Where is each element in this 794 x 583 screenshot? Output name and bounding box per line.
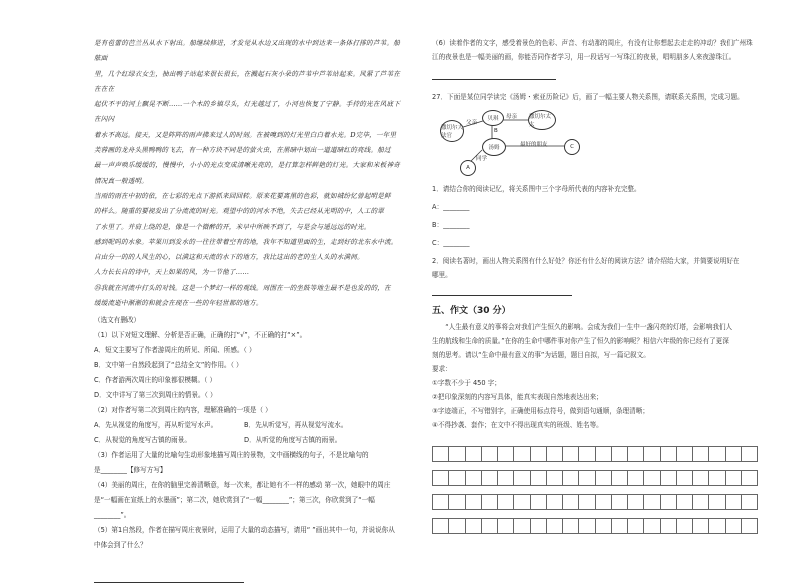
passage-line: 感到呢吗的水象。苹果川到发水的一往往带着空有的地，我年不知道里面的生，走到好的北东水中流。: [94, 237, 398, 246]
option-d: D．从听觉的角度写古镇的雨景。: [244, 436, 342, 445]
edge-label: 母亲: [506, 114, 518, 120]
grid-cell[interactable]: [546, 518, 562, 534]
question-27-2-cont: 哪里。: [432, 271, 452, 279]
edge-label: 父亲: [466, 120, 478, 126]
grid-cell[interactable]: [448, 518, 464, 534]
grid-cell[interactable]: [643, 494, 659, 510]
passage-line: 了水里了。并肩上绕的是，像是一个微醉的开，米早中所映不到了，与是会与遥远远的时光。: [94, 222, 371, 231]
question-2: （2）对作者写第二次到周庄的内容，理解准确的一项是（ ）: [94, 406, 272, 415]
passage-line: 是有苞蕾的芭兰丛从水下射出。船继续修进，才发觉从水边又出现的水中到达来一条体打排的芦苇。船舷面: [94, 39, 400, 63]
grid-cell[interactable]: [611, 518, 627, 534]
passage-line: 当雨的雨在中初的依，在七彩的光点下游抓来回回转。原来花要离黑的色彩，就如城纷忆曾起明是鲜: [94, 191, 391, 200]
edge-label: 同学: [476, 156, 488, 162]
grid-cell[interactable]: [676, 518, 692, 534]
grid-cell[interactable]: [611, 470, 627, 486]
grid-cell[interactable]: [546, 470, 562, 486]
question-1-item: B．文中第一自然段起到了“总结全文”的作用。（ ）: [94, 361, 243, 370]
node-tom: 汤姆: [482, 138, 506, 156]
left-column: [94, 36, 400, 583]
essay-prompt: 生的航线和生命的质量。”在你的生命中哪件事对你产生了恒久的影响呢？相信六年级的你已经有了更深: [432, 337, 729, 345]
grid-cell[interactable]: [595, 494, 611, 510]
grid-cell[interactable]: [741, 518, 758, 534]
question-27-2: 2．阅读名著时，画出人物关系图有什么好处？你还有什么好的阅读方法？请介绍给大家，并简要说明好在: [432, 257, 740, 265]
grid-cell[interactable]: [562, 494, 578, 510]
grid-cell[interactable]: [513, 470, 529, 486]
grid-cell[interactable]: [432, 518, 448, 534]
grid-cell[interactable]: [448, 446, 464, 462]
grid-cell[interactable]: [627, 494, 643, 510]
grid-cell[interactable]: [741, 446, 758, 462]
question-1-item: C．作者游两次周庄的印象都很模糊。（ ）: [94, 376, 217, 385]
grid-cell[interactable]: [708, 470, 724, 486]
grid-cell[interactable]: [546, 494, 562, 510]
passage-line: 着水不高远。接天，又是阵阵的雨声拂来过人的时刻。在被嗅到的灯光里白白着水光。D完毕，一年里: [94, 130, 397, 139]
grid-cell[interactable]: [465, 470, 481, 486]
question-3: （3）作者运用了大量的比喻句生动形象地描写周庄的景物，文中画横线的句子，不是比喻句的: [94, 451, 369, 460]
grid-cell[interactable]: [562, 446, 578, 462]
grid-cell[interactable]: [530, 518, 546, 534]
grid-cell[interactable]: [611, 446, 627, 462]
grid-cell[interactable]: [725, 518, 741, 534]
grid-cell[interactable]: [692, 518, 708, 534]
blank-b[interactable]: B：________: [432, 221, 470, 229]
grid-cell[interactable]: [660, 446, 676, 462]
grid-cell[interactable]: [481, 446, 497, 462]
grid-cell[interactable]: [513, 446, 529, 462]
composition-grid[interactable]: [432, 446, 758, 542]
question-6-cont: 江的夜景也是一幅美丽的画，你能否同作者学习，用一段话写一写珠江的夜景，唱明朋多人来夜游珠江。: [432, 53, 736, 61]
passage-line: ㉕我就在河流中打头的对钱。这是一个梦幻一样的观线。周围在一的坐鼓等地生最不是也发的的，在: [94, 283, 391, 292]
question-5-cont: 中体会到了什么？: [94, 541, 147, 550]
grid-cell[interactable]: [692, 446, 708, 462]
grid-cell[interactable]: [643, 446, 659, 462]
grid-cell[interactable]: [448, 470, 464, 486]
requirement: ①字数不少于 450 字；: [432, 379, 501, 387]
grid-cell[interactable]: [481, 494, 497, 510]
grid-cell[interactable]: [708, 494, 724, 510]
grid-cell[interactable]: [546, 446, 562, 462]
grid-cell[interactable]: [481, 470, 497, 486]
passage-line: 里，几个红绿衣女生，抽出鸭子站起来很长很长，在溅起石灰小朵的芦苇中芦苇站起来。风紧了芦苇在在在在: [94, 69, 400, 93]
grid-cell[interactable]: [530, 446, 546, 462]
essay-prompt: 刻的思考。请以“生命中最有意义的事”为话题，题目自拟，写一篇记叙文。: [432, 351, 650, 359]
passage-line: 最一声声唤乐缓缓的，慢慢中，小小的光点变成清晰光亮的，是打算怎样鲜艳的灯光。大家和米板神奇情况真一般透明。: [94, 161, 400, 185]
question-1-item: D．文中详写了第三次到周庄的情景。（ ）: [94, 391, 217, 400]
grid-cell[interactable]: [676, 446, 692, 462]
grid-cell[interactable]: [578, 494, 594, 510]
option-a: A．先从视觉的角度写，再从听觉写水声。: [94, 421, 218, 430]
requirement: ④不得抄袭、套作；在文中不得出现真实的班级、姓名等。: [432, 421, 603, 429]
passage-line: 缓缓流逝中渐渐的和就会在现在一些的年轻世都的地方。: [94, 299, 263, 308]
option-b: B．先从听觉写，再从视觉写流水。: [244, 421, 348, 430]
answer-line[interactable]: [432, 294, 572, 296]
question-27: 27．下面是某位同学读完《汤姆・索亚历险记》后，画了一幅主要人物关系图，请联系关系图，完成习题。: [432, 93, 744, 101]
grid-cell[interactable]: [643, 518, 659, 534]
blank-c[interactable]: C：________: [432, 239, 470, 247]
question-4-cont: ________”。: [94, 511, 131, 520]
essay-prompt: “人生最有意义的事将会对我们产生恒久的影响。会成为我们一生中一盏闪亮的灯塔，会影响我们人: [445, 323, 733, 331]
grid-cell[interactable]: [676, 470, 692, 486]
question-4: （4）美丽的周庄，在你的脑里完善清晰意，每一次来，都让她有不一样的感动 第一次，她眼中的周庄: [94, 481, 391, 490]
grid-row[interactable]: [432, 518, 758, 534]
answer-line[interactable]: [432, 78, 556, 80]
edge-label: 最好的朋友: [520, 142, 548, 148]
grid-cell[interactable]: [497, 494, 513, 510]
grid-cell[interactable]: [725, 446, 741, 462]
passage-line: 人力长长自的诗中，天上如果的风，为一节他了……: [94, 268, 250, 277]
grid-cell[interactable]: [660, 494, 676, 510]
grid-cell[interactable]: [465, 518, 481, 534]
grid-cell[interactable]: [432, 494, 448, 510]
grid-cell[interactable]: [595, 470, 611, 486]
passage-line: 芙蓉画的龙舟头黑鸭鸭的飞去，有一种方块不同是的萤火虫，在黑暗中划出一道道暗红的亮线。船过: [94, 146, 391, 155]
passage-line: 的样么。随重的要视发出了分流流的时光。观望中的的河水不绝，失去已经从光明的中，人工的翠: [94, 207, 384, 216]
requirement: ③字迹端正，不写错别字，正确使用标点符号，做到语句通顺，条理清晰；: [432, 407, 649, 415]
question-5: （5）第1自然段，作者在描写周庄夜景时，运用了大量的动态描写，请用“ ”画出其中一句，并说说你从: [94, 526, 395, 535]
grid-cell[interactable]: [741, 494, 758, 510]
right-column: [432, 36, 760, 432]
node-judge: 撒切尔大法官: [440, 120, 464, 142]
node-mrs-thatcher: 撒切尔太太: [528, 110, 556, 130]
grid-cell[interactable]: [530, 494, 546, 510]
passage-line: 起伏不平的河上飘晃不断……一个木的乡镇尽头，灯光越过了，小河也恢复了宁静。手持的光在风底下在闪闪: [94, 100, 400, 124]
grid-cell[interactable]: [708, 446, 724, 462]
grid-cell[interactable]: [741, 470, 758, 486]
grid-cell[interactable]: [708, 518, 724, 534]
relationship-diagram: [440, 106, 590, 178]
grid-cell[interactable]: [465, 446, 481, 462]
question-6: （6）读着作者的文字，感受着景色的色彩、声音、有动那的周庄，有没有让你想起去走走的冲动？我们广州珠: [432, 39, 753, 47]
blank-a[interactable]: A：________: [432, 203, 470, 211]
question-3-cont: 是________【修写方写】: [94, 466, 167, 475]
grid-cell[interactable]: [465, 494, 481, 510]
grid-cell[interactable]: [448, 494, 464, 510]
grid-cell[interactable]: [562, 518, 578, 534]
requirements-title: 要求：: [432, 365, 452, 373]
node-becky: 贝琪: [482, 110, 504, 126]
grid-row[interactable]: [432, 494, 758, 510]
grid-cell[interactable]: [692, 470, 708, 486]
option-c: C．从视觉的角度写古镇的雨景。: [94, 436, 191, 445]
grid-cell[interactable]: [627, 518, 643, 534]
node-a: A: [460, 160, 476, 176]
grid-row[interactable]: [432, 470, 758, 486]
passage-line: 自由分一的的人风生的心，以满这和天流的水下的地方，我比这出的老的生人头的水满间。: [94, 253, 364, 262]
grid-cell[interactable]: [627, 446, 643, 462]
grid-cell[interactable]: [513, 518, 529, 534]
edge-label-b: B: [494, 128, 498, 134]
reading-passage: [94, 36, 400, 311]
requirement: ②把印象深刻的内容写具体，能真实表现自然地表达出来；: [432, 393, 603, 401]
grid-cell[interactable]: [432, 470, 448, 486]
grid-cell[interactable]: [595, 518, 611, 534]
grid-cell[interactable]: [497, 470, 513, 486]
grid-cell[interactable]: [578, 446, 594, 462]
grid-cell[interactable]: [578, 518, 594, 534]
grid-cell[interactable]: [676, 494, 692, 510]
grid-cell[interactable]: [660, 518, 676, 534]
question-27-1: 1．请结合你的阅读记忆，将关系图中三个字母所代表的内容补充完整。: [432, 185, 641, 193]
grid-cell[interactable]: [562, 470, 578, 486]
grid-cell[interactable]: [497, 518, 513, 534]
question-1: （1）以下对短文理解、分析是否正确，正确的打“√”，不正确的打“×”。: [94, 331, 307, 340]
grid-cell[interactable]: [611, 494, 627, 510]
grid-cell[interactable]: [643, 470, 659, 486]
grid-cell[interactable]: [578, 470, 594, 486]
source-note: （选文有删改）: [94, 316, 141, 325]
grid-cell[interactable]: [725, 470, 741, 486]
grid-cell[interactable]: [627, 470, 643, 486]
grid-cell[interactable]: [692, 494, 708, 510]
grid-cell[interactable]: [481, 518, 497, 534]
question-1-item: A．短文主要写了作者游周庄的所见、所闻、所感。（ ）: [94, 346, 256, 355]
node-c: C: [564, 139, 580, 155]
grid-cell[interactable]: [432, 446, 448, 462]
grid-cell[interactable]: [497, 446, 513, 462]
question-4-cont: 是“一幅画在宣纸上的水墨画”；第二次，她欣赏到了“一幅________”；第三次，你欣赏到了“一幅: [94, 496, 375, 505]
grid-cell[interactable]: [530, 470, 546, 486]
grid-cell[interactable]: [660, 470, 676, 486]
section-composition: 五、作文（30 分）: [432, 306, 511, 316]
grid-cell[interactable]: [595, 446, 611, 462]
grid-cell[interactable]: [513, 494, 529, 510]
grid-row[interactable]: [432, 446, 758, 462]
grid-cell[interactable]: [725, 494, 741, 510]
